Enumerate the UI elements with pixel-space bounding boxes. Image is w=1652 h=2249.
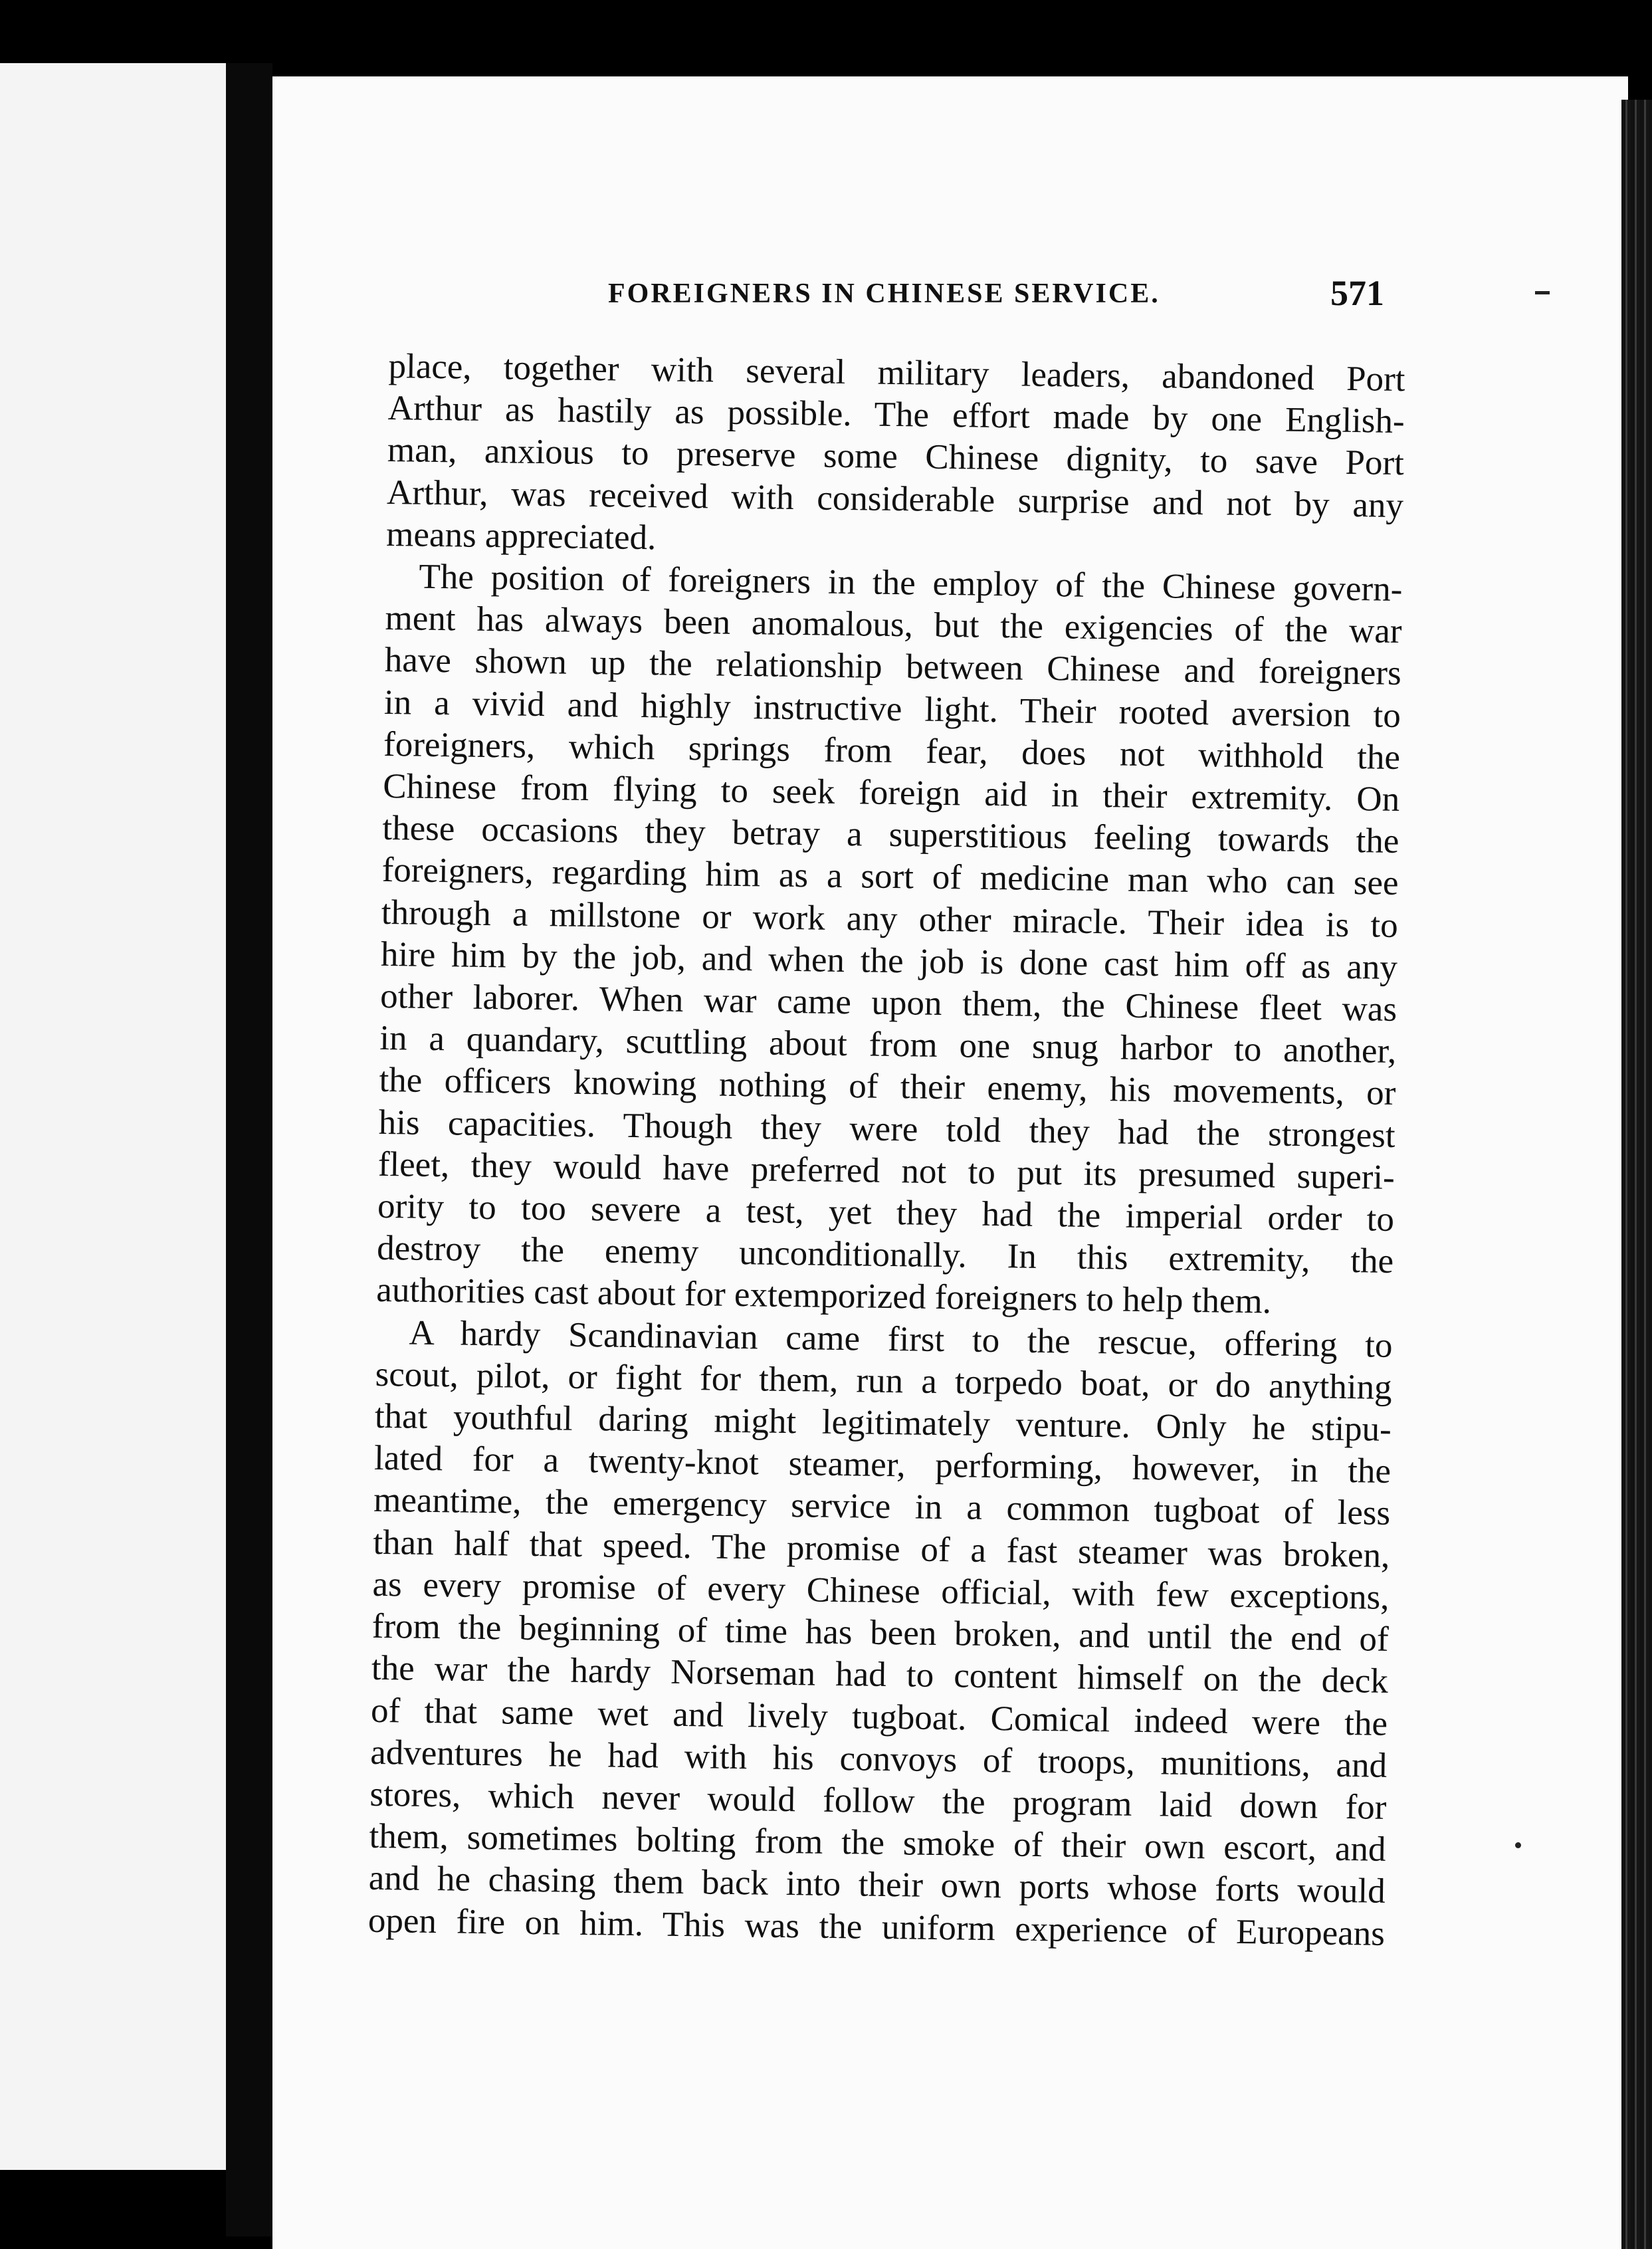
page-stack-edge: [1621, 100, 1652, 2249]
text-line: destroy the enemy unconditionally. In this extremity, the: [376, 1229, 1394, 1281]
text-line: foreigners, which springs from fear, does not withhold the: [383, 724, 1401, 777]
text-line: place, together with several military leaders, abandoned Port: [388, 346, 1405, 399]
body-text: [368, 346, 1405, 1955]
text-line: them, sometimes bolting from the smoke of their own escort, and: [369, 1816, 1386, 1869]
text-line: Arthur as hastily as possible. The effort made by one English-: [387, 389, 1405, 441]
paragraph: [386, 346, 1405, 569]
text-line: ority to too severe a test, yet they had the imperial order to: [377, 1186, 1395, 1239]
text-line: Arthur, was received with considerable surprise and not by any: [386, 473, 1404, 525]
margin-mark: [1535, 291, 1550, 294]
text-line: scout, pilot, or fight for them, run a torpedo boat, or do anything: [375, 1354, 1392, 1407]
paragraph: [368, 1312, 1393, 1955]
margin-dot: [1515, 1842, 1521, 1848]
text-line: adventures he had with his convoys of troops, munitions, and: [369, 1733, 1388, 1785]
text-line: have shown up the relationship between Chinese and foreigners: [384, 641, 1402, 693]
left-page-edge: [0, 63, 226, 2170]
text-line: stores, which never would follow the program laid down for: [369, 1774, 1387, 1827]
text-line: other laborer. When war came upon them, the Chinese fleet was: [379, 976, 1397, 1029]
text-line: hire him by the job, and when the job is done cast him off as any: [380, 934, 1398, 987]
page-number: 571: [1330, 273, 1384, 313]
text-line: the officers knowing nothing of their enemy, his movements, or: [379, 1061, 1396, 1113]
text-line: in a vivid and highly instructive light. Their rooted aversion to: [383, 683, 1401, 735]
text-line: ment has always been anomalous, but the exigencies of the war: [385, 599, 1402, 651]
text-line: man, anxious to preserve some Chinese dignity, to save Port: [387, 431, 1405, 483]
text-line: Chinese from flying to seek foreign aid in their extremity. On: [382, 766, 1400, 819]
text-line: through a millstone or work any other miracle. Their idea is to: [381, 893, 1399, 945]
paragraph: [376, 556, 1403, 1325]
text-line: as every promise of every Chinese official, with few exceptions,: [372, 1564, 1390, 1617]
text-line: fleet, they would have preferred not to put its presumed superi-: [377, 1144, 1395, 1197]
text-line: open fire on him. This was the uniform experience of Europeans: [367, 1901, 1386, 1953]
book-gutter: [226, 63, 272, 2236]
text-line: the war the hardy Norseman had to content himself on the deck: [371, 1649, 1389, 1701]
text-line: means appreciated.: [385, 514, 657, 558]
text-line: his capacities. Though they were told they had the strongest: [378, 1103, 1395, 1155]
text-line: meantime, the emergency service in a common tugboat of less: [373, 1481, 1391, 1533]
text-line: authorities cast about for extemporized foreigners to help them.: [376, 1271, 1272, 1321]
text-line: and he chasing them back into their own ports whose forts would: [368, 1859, 1386, 1911]
text-line: these occasions they betray a superstitious feeling towards the: [382, 809, 1399, 861]
text-line: than half that speed. The promise of a fast steamer was broken,: [373, 1523, 1390, 1575]
text-line: from the beginning of time has been broken, and until the end of: [371, 1606, 1390, 1659]
text-line: A hardy Scandinavian came first to the rescue, offering to: [409, 1313, 1393, 1365]
text-line: lated for a twenty-knot steamer, performing, however, in the: [373, 1439, 1392, 1491]
text-line: in a quandary, scuttling about from one snug harbor to another,: [379, 1019, 1397, 1071]
text-line: that youthful daring might legitimately venture. Only he stipu-: [374, 1396, 1392, 1449]
text-line: of that same wet and lively tugboat. Comical indeed were the: [370, 1691, 1388, 1743]
text-line: foreigners, regarding him as a sort of medicine man who can see: [381, 851, 1399, 903]
text-line: The position of foreigners in the employ of the Chinese govern-: [419, 557, 1403, 609]
running-title: FOREIGNERS IN CHINESE SERVICE.: [608, 278, 1160, 309]
